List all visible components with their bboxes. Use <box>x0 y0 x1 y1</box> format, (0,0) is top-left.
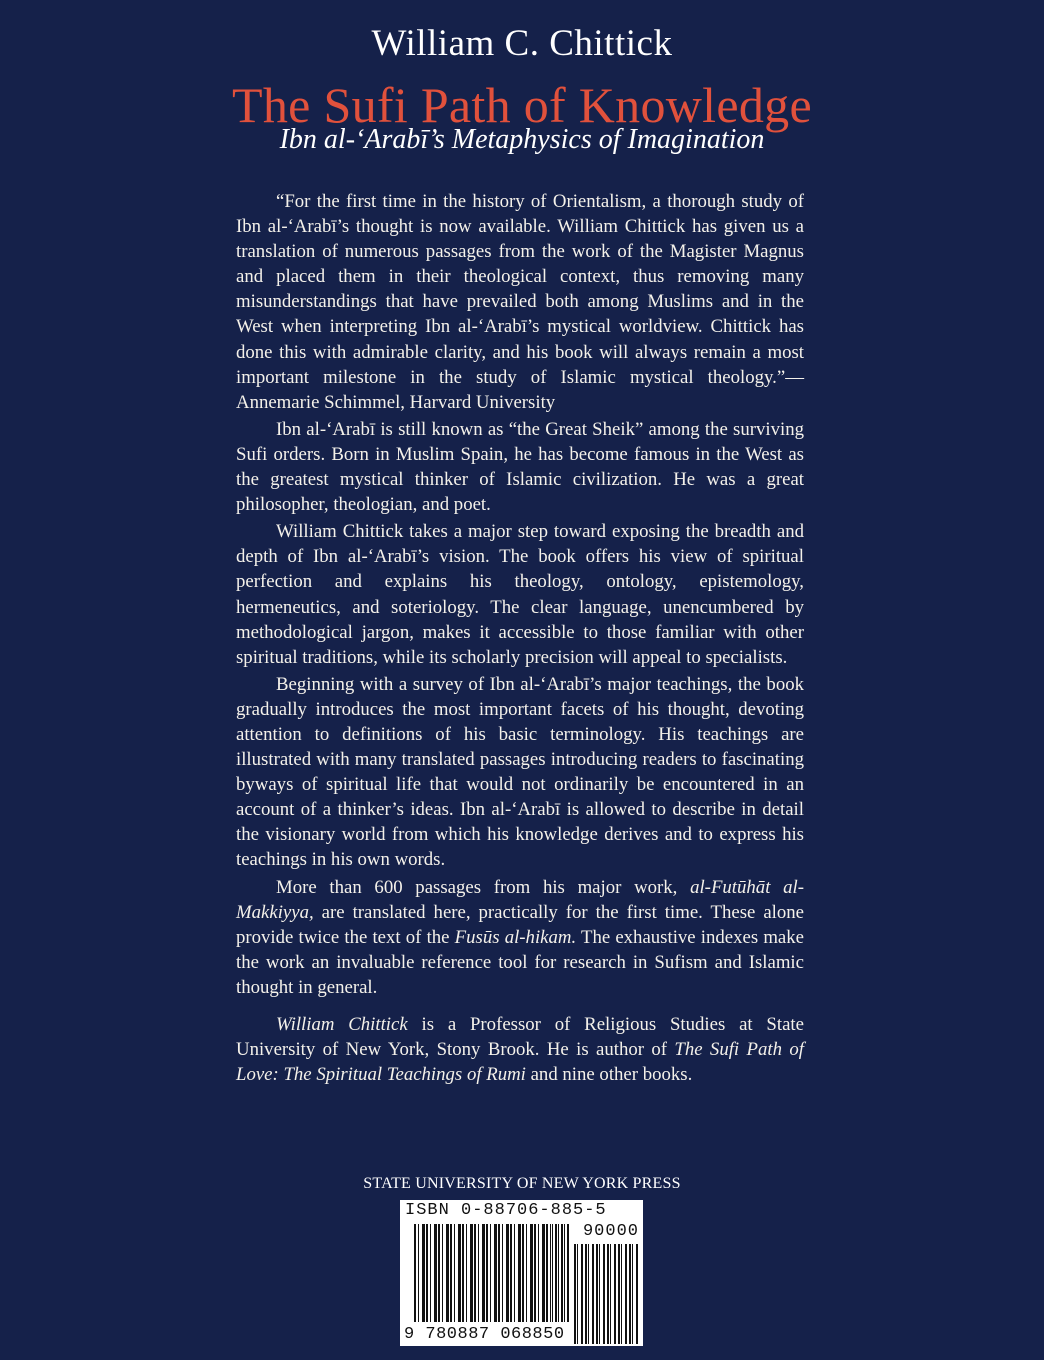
barcode-addon-bars <box>574 1244 638 1344</box>
blurb-paragraph-intro: Ibn al-‘Arabī is still known as “the Great Sheik” among the surviving Sufi orders. Born in Muslim Spain, he has become famous in the West as the greatest mystical thinker of Islamic civilization. He was a great philosopher, theologian, and poet. <box>236 418 804 516</box>
blurb-paragraph-passages <box>236 875 804 1000</box>
author-name: William C. Chittick <box>371 23 673 64</box>
passages-text-c: The exhaustive indexes make the work an invaluable reference tool for research in Sufism and Islamic thought in general. <box>236 926 804 998</box>
ean-number: 9 780887 068850 <box>404 1325 565 1344</box>
bio-book-title: The Sufi Path of Love: The Spiritual Teachings of Rumi <box>236 1039 804 1086</box>
blurb-text <box>236 189 804 1087</box>
passages-text-b: are translated here, practically for the first time. These alone provide twice the text of the <box>236 901 804 948</box>
publisher-name: STATE UNIVERSITY OF NEW YORK PRESS <box>363 1175 681 1192</box>
futuhat-title: al-Futūhāt al-Makkiyya, <box>236 876 804 923</box>
barcode-bars <box>414 1224 552 1322</box>
passages-text-a: More than 600 passages from his major work, <box>276 876 691 898</box>
blurb-paragraph-quote: “For the first time in the history of Orientalism, a thorough study of Ibn al-‘Arabī’s thought is now available. William Chittick has given us a translation of numerous passages from the work of the Magister Magnus and placed them in their theological context, thus removing many misunderstandings that have prevailed both among Muslims and in the West when interpreting Ibn al-‘Arabī’s mystical worldview. Chittick has done this with admirable clarity, and his book will always remain a most important milestone in the study of Islamic mystical theology.”—Annemarie Schimmel, Harvard University <box>236 191 804 413</box>
bio-text-a: is a Professor of Religious Studies at State University of New York, Stony Brook. He is author of <box>236 1014 804 1061</box>
price-code: 90000 <box>582 1222 639 1241</box>
blurb-paragraph-survey: Beginning with a survey of Ibn al-‘Arabī’s major teachings, the book gradually introduces the most important facets of his thought, devoting attention to definitions of his basic terminology. His teachings are illustrated with many translated passages introducing readers to fascinating byways of spiritual life that would not ordinarily be encountered in an account of a thinker’s ideas. Ibn al-‘Arabī is allowed to describe in detail the visionary world from which his knowledge derives and to express his teachings in his own words. <box>236 673 804 871</box>
book-title: The Sufi Path of Knowledge <box>232 77 812 133</box>
barcode-bars-tail <box>552 1224 570 1322</box>
isbn-number: ISBN 0-88706-885-5 <box>405 1201 607 1220</box>
book-subtitle: Ibn al-‘Arabī’s Metaphysics of Imagination <box>279 124 765 155</box>
blurb-paragraph-overview: William Chittick takes a major step toward exposing the breadth and depth of Ibn al-‘Arabī’s vision. The book offers his view of spiritual perfection and explains his theology, ontology, epistemology, hermeneutics, and soteriology. The clear language, unencumbered by methodological jargon, makes it accessible to those familiar with other spiritual traditions, while its scholarly precision will appeal to specialists. <box>236 521 804 668</box>
bio-text-b: and nine other books. <box>525 1064 693 1086</box>
fusus-title: Fusūs al-hikam. <box>454 926 577 948</box>
bio-author-name: William Chittick <box>276 1014 408 1035</box>
author-bio <box>236 1012 804 1087</box>
isbn-barcode <box>400 1200 643 1346</box>
